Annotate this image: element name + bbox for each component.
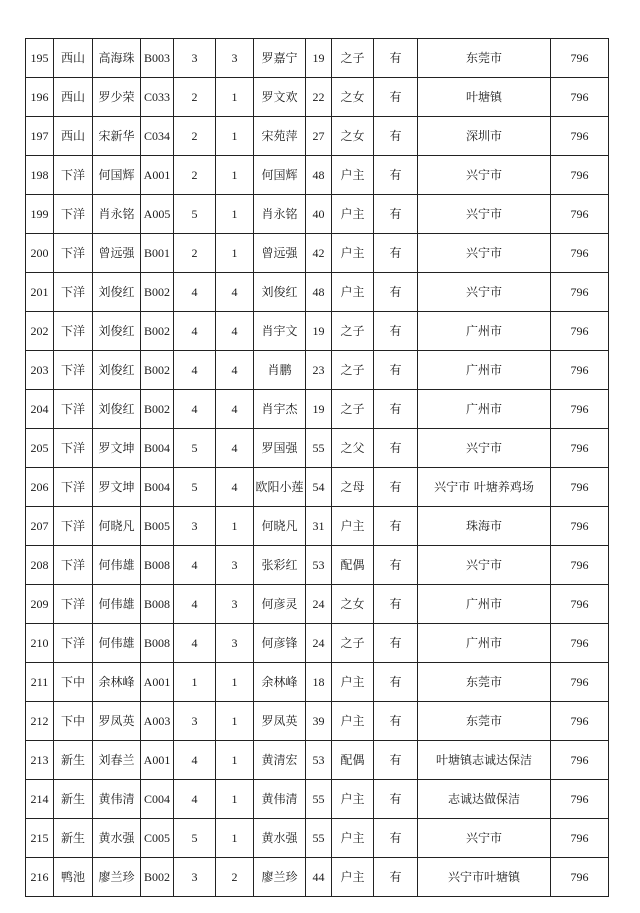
village-cell: 下洋: [54, 156, 93, 195]
status-cell: 有: [374, 780, 418, 819]
house-code-cell: C034: [141, 117, 174, 156]
member-name-cell: 黄伟清: [254, 780, 306, 819]
work-location-cell: 叶塘镇志诚达保洁: [418, 741, 551, 780]
village-cell: 下中: [54, 663, 93, 702]
work-location-cell: 广州市: [418, 351, 551, 390]
house-code-cell: B003: [141, 39, 174, 78]
age-cell: 23: [306, 351, 332, 390]
member-name-cell: 黄水强: [254, 819, 306, 858]
members-count-cell: 4: [216, 273, 254, 312]
status-cell: 有: [374, 429, 418, 468]
relation-cell: 之母: [332, 468, 374, 507]
house-code-cell: B001: [141, 234, 174, 273]
household-size-cell: 3: [174, 858, 216, 897]
village-cell: 新生: [54, 741, 93, 780]
status-cell: 有: [374, 39, 418, 78]
village-cell: 新生: [54, 819, 93, 858]
age-cell: 53: [306, 546, 332, 585]
relation-cell: 之子: [332, 39, 374, 78]
table-row: [26, 663, 609, 702]
row-number-cell: 207: [26, 507, 54, 546]
status-cell: 有: [374, 468, 418, 507]
amount-cell: 796: [551, 117, 609, 156]
relation-cell: 户主: [332, 156, 374, 195]
row-number-cell: 213: [26, 741, 54, 780]
status-cell: 有: [374, 312, 418, 351]
village-cell: 鸭池: [54, 858, 93, 897]
amount-cell: 796: [551, 78, 609, 117]
members-count-cell: 1: [216, 156, 254, 195]
work-location-cell: 东莞市: [418, 663, 551, 702]
house-code-cell: A001: [141, 663, 174, 702]
work-location-cell: 珠海市: [418, 507, 551, 546]
relation-cell: 之女: [332, 78, 374, 117]
status-cell: 有: [374, 585, 418, 624]
status-cell: 有: [374, 234, 418, 273]
work-location-cell: 广州市: [418, 390, 551, 429]
row-number-cell: 195: [26, 39, 54, 78]
household-size-cell: 5: [174, 819, 216, 858]
household-size-cell: 1: [174, 663, 216, 702]
table-row: [26, 624, 609, 663]
householder-cell: 何国辉: [93, 156, 141, 195]
relation-cell: 户主: [332, 819, 374, 858]
table-row: [26, 78, 609, 117]
householder-cell: 高海珠: [93, 39, 141, 78]
members-count-cell: 1: [216, 741, 254, 780]
members-count-cell: 4: [216, 429, 254, 468]
house-code-cell: B008: [141, 546, 174, 585]
member-name-cell: 欧阳小莲: [254, 468, 306, 507]
household-size-cell: 5: [174, 429, 216, 468]
relation-cell: 之子: [332, 312, 374, 351]
amount-cell: 796: [551, 507, 609, 546]
relation-cell: 户主: [332, 273, 374, 312]
status-cell: 有: [374, 546, 418, 585]
village-cell: 西山: [54, 39, 93, 78]
status-cell: 有: [374, 195, 418, 234]
village-cell: 下洋: [54, 273, 93, 312]
member-name-cell: 张彩红: [254, 546, 306, 585]
age-cell: 42: [306, 234, 332, 273]
relation-cell: 之子: [332, 624, 374, 663]
member-name-cell: 肖鹏: [254, 351, 306, 390]
status-cell: 有: [374, 507, 418, 546]
amount-cell: 796: [551, 156, 609, 195]
householder-cell: 何伟雄: [93, 585, 141, 624]
member-name-cell: 肖宇杰: [254, 390, 306, 429]
age-cell: 44: [306, 858, 332, 897]
householder-cell: 肖永铭: [93, 195, 141, 234]
work-location-cell: 兴宁市 叶塘养鸡场: [418, 468, 551, 507]
table-row: [26, 819, 609, 858]
row-number-cell: 196: [26, 78, 54, 117]
house-code-cell: C033: [141, 78, 174, 117]
row-number-cell: 197: [26, 117, 54, 156]
data-table: [25, 38, 609, 897]
table-row: [26, 312, 609, 351]
house-code-cell: B004: [141, 468, 174, 507]
village-cell: 下中: [54, 702, 93, 741]
member-name-cell: 罗文欢: [254, 78, 306, 117]
household-size-cell: 4: [174, 780, 216, 819]
table-row: [26, 585, 609, 624]
row-number-cell: 212: [26, 702, 54, 741]
village-cell: 下洋: [54, 429, 93, 468]
member-name-cell: 余林峰: [254, 663, 306, 702]
householder-cell: 罗凤英: [93, 702, 141, 741]
table-row: [26, 234, 609, 273]
members-count-cell: 4: [216, 390, 254, 429]
row-number-cell: 198: [26, 156, 54, 195]
members-count-cell: 1: [216, 117, 254, 156]
status-cell: 有: [374, 156, 418, 195]
amount-cell: 796: [551, 858, 609, 897]
row-number-cell: 209: [26, 585, 54, 624]
members-count-cell: 4: [216, 312, 254, 351]
table-row: [26, 507, 609, 546]
village-cell: 下洋: [54, 390, 93, 429]
member-name-cell: 何晓凡: [254, 507, 306, 546]
relation-cell: 配偶: [332, 741, 374, 780]
amount-cell: 796: [551, 429, 609, 468]
status-cell: 有: [374, 273, 418, 312]
member-name-cell: 曾远强: [254, 234, 306, 273]
work-location-cell: 兴宁市: [418, 546, 551, 585]
house-code-cell: A005: [141, 195, 174, 234]
amount-cell: 796: [551, 468, 609, 507]
relation-cell: 户主: [332, 234, 374, 273]
age-cell: 55: [306, 780, 332, 819]
house-code-cell: B002: [141, 390, 174, 429]
household-size-cell: 2: [174, 117, 216, 156]
amount-cell: 796: [551, 780, 609, 819]
relation-cell: 之女: [332, 585, 374, 624]
house-code-cell: C005: [141, 819, 174, 858]
members-count-cell: 1: [216, 780, 254, 819]
age-cell: 55: [306, 429, 332, 468]
age-cell: 54: [306, 468, 332, 507]
status-cell: 有: [374, 741, 418, 780]
householder-cell: 刘春兰: [93, 741, 141, 780]
table-row: [26, 741, 609, 780]
age-cell: 27: [306, 117, 332, 156]
householder-cell: 余林峰: [93, 663, 141, 702]
members-count-cell: 2: [216, 858, 254, 897]
house-code-cell: B002: [141, 351, 174, 390]
table-body: [26, 39, 609, 897]
house-code-cell: A003: [141, 702, 174, 741]
village-cell: 下洋: [54, 351, 93, 390]
row-number-cell: 200: [26, 234, 54, 273]
relation-cell: 户主: [332, 507, 374, 546]
member-name-cell: 宋苑萍: [254, 117, 306, 156]
table-row: [26, 780, 609, 819]
status-cell: 有: [374, 624, 418, 663]
householder-cell: 刘俊红: [93, 273, 141, 312]
member-name-cell: 刘俊红: [254, 273, 306, 312]
household-size-cell: 4: [174, 390, 216, 429]
house-code-cell: B005: [141, 507, 174, 546]
amount-cell: 796: [551, 585, 609, 624]
status-cell: 有: [374, 351, 418, 390]
table-row: [26, 156, 609, 195]
members-count-cell: 3: [216, 585, 254, 624]
row-number-cell: 210: [26, 624, 54, 663]
amount-cell: 796: [551, 234, 609, 273]
table-row: [26, 390, 609, 429]
age-cell: 55: [306, 819, 332, 858]
age-cell: 31: [306, 507, 332, 546]
member-name-cell: 罗凤英: [254, 702, 306, 741]
age-cell: 39: [306, 702, 332, 741]
householder-cell: 黄水强: [93, 819, 141, 858]
house-code-cell: B008: [141, 624, 174, 663]
row-number-cell: 215: [26, 819, 54, 858]
work-location-cell: 兴宁市: [418, 156, 551, 195]
age-cell: 19: [306, 312, 332, 351]
age-cell: 22: [306, 78, 332, 117]
relation-cell: 之父: [332, 429, 374, 468]
members-count-cell: 1: [216, 819, 254, 858]
household-size-cell: 4: [174, 312, 216, 351]
member-name-cell: 黄清宏: [254, 741, 306, 780]
row-number-cell: 206: [26, 468, 54, 507]
household-size-cell: 4: [174, 273, 216, 312]
table-row: [26, 858, 609, 897]
household-size-cell: 3: [174, 507, 216, 546]
row-number-cell: 205: [26, 429, 54, 468]
age-cell: 19: [306, 39, 332, 78]
row-number-cell: 214: [26, 780, 54, 819]
amount-cell: 796: [551, 702, 609, 741]
age-cell: 53: [306, 741, 332, 780]
village-cell: 下洋: [54, 546, 93, 585]
household-size-cell: 5: [174, 195, 216, 234]
household-size-cell: 4: [174, 624, 216, 663]
status-cell: 有: [374, 663, 418, 702]
householder-cell: 刘俊红: [93, 312, 141, 351]
household-size-cell: 4: [174, 585, 216, 624]
village-cell: 下洋: [54, 507, 93, 546]
row-number-cell: 211: [26, 663, 54, 702]
member-name-cell: 何国辉: [254, 156, 306, 195]
village-cell: 下洋: [54, 234, 93, 273]
householder-cell: 何伟雄: [93, 546, 141, 585]
status-cell: 有: [374, 702, 418, 741]
household-size-cell: 2: [174, 234, 216, 273]
amount-cell: 796: [551, 195, 609, 234]
household-size-cell: 3: [174, 702, 216, 741]
house-code-cell: B002: [141, 858, 174, 897]
row-number-cell: 199: [26, 195, 54, 234]
householder-cell: 罗文坤: [93, 429, 141, 468]
work-location-cell: 兴宁市: [418, 234, 551, 273]
members-count-cell: 4: [216, 468, 254, 507]
members-count-cell: 3: [216, 546, 254, 585]
status-cell: 有: [374, 858, 418, 897]
householder-cell: 罗文坤: [93, 468, 141, 507]
relation-cell: 户主: [332, 195, 374, 234]
member-name-cell: 何彦锋: [254, 624, 306, 663]
relation-cell: 之子: [332, 351, 374, 390]
relation-cell: 之子: [332, 390, 374, 429]
house-code-cell: B008: [141, 585, 174, 624]
table-row: [26, 195, 609, 234]
householder-cell: 何伟雄: [93, 624, 141, 663]
status-cell: 有: [374, 117, 418, 156]
amount-cell: 796: [551, 663, 609, 702]
household-size-cell: 4: [174, 741, 216, 780]
householder-cell: 宋新华: [93, 117, 141, 156]
village-cell: 西山: [54, 78, 93, 117]
relation-cell: 配偶: [332, 546, 374, 585]
amount-cell: 796: [551, 624, 609, 663]
age-cell: 18: [306, 663, 332, 702]
household-size-cell: 4: [174, 546, 216, 585]
table-row: [26, 351, 609, 390]
amount-cell: 796: [551, 390, 609, 429]
relation-cell: 户主: [332, 858, 374, 897]
table-row: [26, 429, 609, 468]
row-number-cell: 203: [26, 351, 54, 390]
work-location-cell: 广州市: [418, 585, 551, 624]
age-cell: 48: [306, 273, 332, 312]
age-cell: 48: [306, 156, 332, 195]
village-cell: 下洋: [54, 312, 93, 351]
members-count-cell: 4: [216, 351, 254, 390]
relation-cell: 之女: [332, 117, 374, 156]
relation-cell: 户主: [332, 702, 374, 741]
member-name-cell: 何彦灵: [254, 585, 306, 624]
row-number-cell: 216: [26, 858, 54, 897]
age-cell: 24: [306, 585, 332, 624]
member-name-cell: 肖宇文: [254, 312, 306, 351]
house-code-cell: B002: [141, 273, 174, 312]
status-cell: 有: [374, 390, 418, 429]
relation-cell: 户主: [332, 663, 374, 702]
village-cell: 下洋: [54, 624, 93, 663]
village-cell: 下洋: [54, 585, 93, 624]
householder-cell: 刘俊红: [93, 351, 141, 390]
work-location-cell: 深圳市: [418, 117, 551, 156]
house-code-cell: B002: [141, 312, 174, 351]
household-size-cell: 2: [174, 78, 216, 117]
work-location-cell: 兴宁市叶塘镇: [418, 858, 551, 897]
relation-cell: 户主: [332, 780, 374, 819]
work-location-cell: 志诚达做保洁: [418, 780, 551, 819]
amount-cell: 796: [551, 741, 609, 780]
table-row: [26, 546, 609, 585]
household-size-cell: 3: [174, 39, 216, 78]
household-size-cell: 4: [174, 351, 216, 390]
member-name-cell: 廖兰珍: [254, 858, 306, 897]
table-row: [26, 117, 609, 156]
amount-cell: 796: [551, 546, 609, 585]
table-row: [26, 273, 609, 312]
row-number-cell: 204: [26, 390, 54, 429]
amount-cell: 796: [551, 273, 609, 312]
work-location-cell: 广州市: [418, 312, 551, 351]
members-count-cell: 1: [216, 663, 254, 702]
work-location-cell: 广州市: [418, 624, 551, 663]
age-cell: 40: [306, 195, 332, 234]
members-count-cell: 3: [216, 39, 254, 78]
members-count-cell: 1: [216, 234, 254, 273]
table-row: [26, 468, 609, 507]
members-count-cell: 1: [216, 702, 254, 741]
work-location-cell: 东莞市: [418, 39, 551, 78]
members-count-cell: 3: [216, 624, 254, 663]
village-cell: 下洋: [54, 195, 93, 234]
house-code-cell: C004: [141, 780, 174, 819]
row-number-cell: 202: [26, 312, 54, 351]
status-cell: 有: [374, 819, 418, 858]
work-location-cell: 兴宁市: [418, 429, 551, 468]
work-location-cell: 兴宁市: [418, 273, 551, 312]
householder-cell: 黄伟清: [93, 780, 141, 819]
amount-cell: 796: [551, 351, 609, 390]
work-location-cell: 叶塘镇: [418, 78, 551, 117]
village-cell: 下洋: [54, 468, 93, 507]
member-name-cell: 罗嘉宁: [254, 39, 306, 78]
work-location-cell: 兴宁市: [418, 819, 551, 858]
householder-cell: 何晓凡: [93, 507, 141, 546]
household-size-cell: 2: [174, 156, 216, 195]
amount-cell: 796: [551, 39, 609, 78]
table-row: [26, 702, 609, 741]
age-cell: 24: [306, 624, 332, 663]
householder-cell: 刘俊红: [93, 390, 141, 429]
members-count-cell: 1: [216, 507, 254, 546]
householder-cell: 廖兰珍: [93, 858, 141, 897]
members-count-cell: 1: [216, 195, 254, 234]
household-size-cell: 5: [174, 468, 216, 507]
house-code-cell: A001: [141, 741, 174, 780]
member-name-cell: 罗国强: [254, 429, 306, 468]
amount-cell: 796: [551, 312, 609, 351]
age-cell: 19: [306, 390, 332, 429]
table-row: [26, 39, 609, 78]
house-code-cell: A001: [141, 156, 174, 195]
status-cell: 有: [374, 78, 418, 117]
amount-cell: 796: [551, 819, 609, 858]
householder-cell: 曾远强: [93, 234, 141, 273]
members-count-cell: 1: [216, 78, 254, 117]
village-cell: 新生: [54, 780, 93, 819]
row-number-cell: 201: [26, 273, 54, 312]
village-cell: 西山: [54, 117, 93, 156]
house-code-cell: B004: [141, 429, 174, 468]
work-location-cell: 东莞市: [418, 702, 551, 741]
work-location-cell: 兴宁市: [418, 195, 551, 234]
member-name-cell: 肖永铭: [254, 195, 306, 234]
householder-cell: 罗少荣: [93, 78, 141, 117]
row-number-cell: 208: [26, 546, 54, 585]
